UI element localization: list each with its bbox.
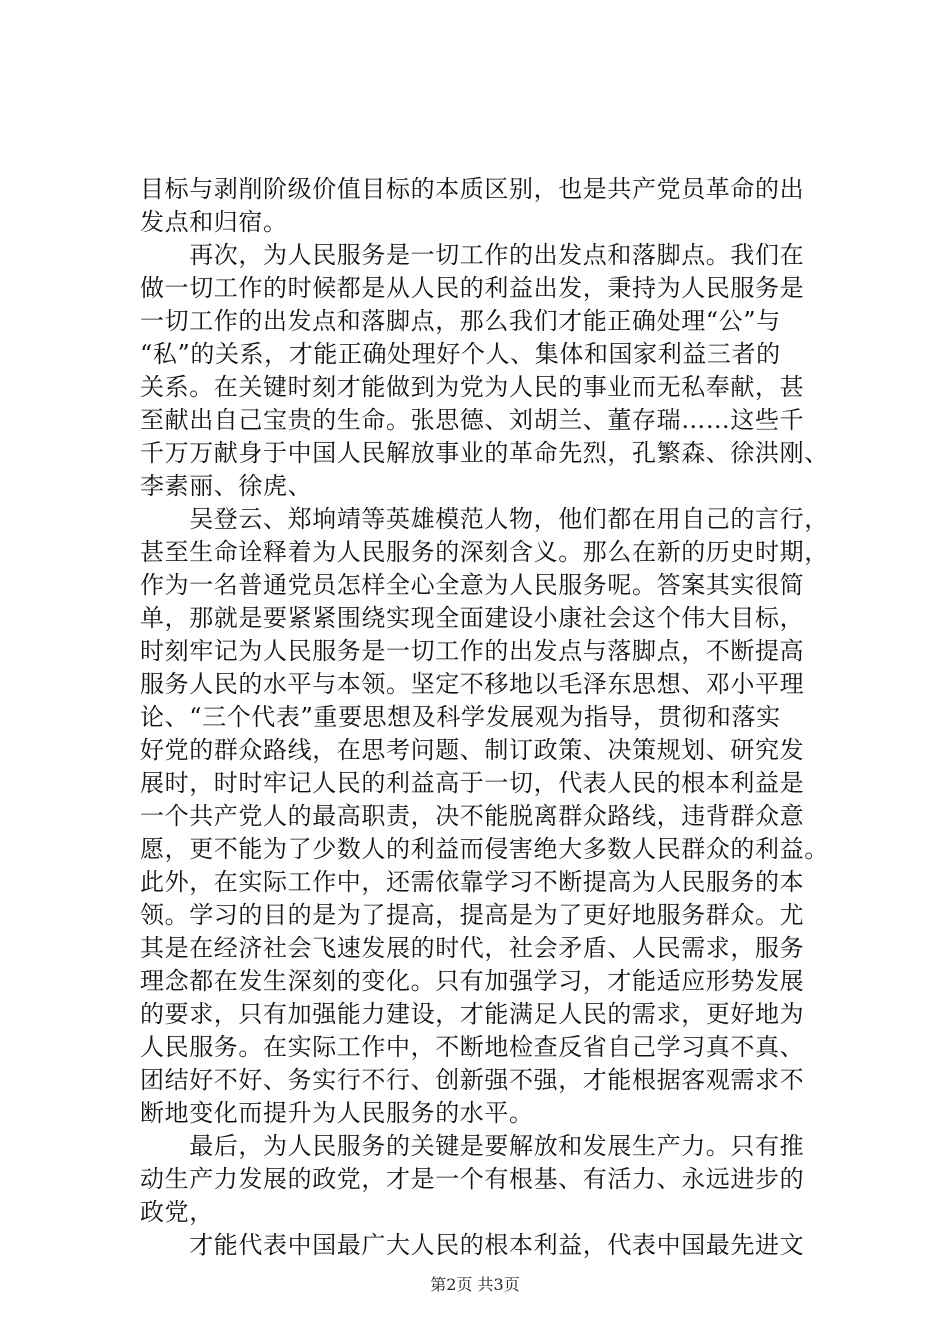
text-line: 理念都在发生深刻的变化。只有加强学习，才能适应形势发展 — [140, 967, 805, 995]
page-footer: 第2页 共3页 — [430, 1275, 520, 1294]
text-line: 政党， — [140, 1198, 214, 1226]
text-line: 目标与剥削阶级价值目标的本质区别，也是共产党员革命的出 — [140, 175, 805, 203]
text-line: 再次，为人民服务是一切工作的出发点和落脚点。我们在 — [140, 241, 805, 269]
text-line: 时刻牢记为人民服务是一切工作的出发点与落脚点，不断提高 — [140, 637, 805, 665]
text-line: 一个共产党人的最高职责，决不能脱离群众路线，违背群众意 — [140, 802, 805, 830]
text-line: 至献出自己宝贵的生命。张思德、刘胡兰、董存瑞……这些千 — [140, 406, 805, 434]
text-line: 动生产力发展的政党，才是一个有根基、有活力、永远进步的 — [140, 1165, 805, 1193]
text-line: 单，那就是要紧紧围绕实现全面建设小康社会这个伟大目标， — [140, 604, 805, 632]
text-line: 人民服务。在实际工作中，不断地检查反省自己学习真不真、 — [140, 1033, 805, 1061]
text-line: 领。学习的目的是为了提高，提高是为了更好地服务群众。尤 — [140, 901, 805, 929]
text-line: 才能代表中国最广大人民的根本利益，代表中国最先进文 — [140, 1231, 805, 1259]
text-line: 断地变化而提升为人民服务的水平。 — [140, 1099, 534, 1127]
text-line: 论、“三个代表”重要思想及科学发展观为指导，贯彻和落实 — [140, 703, 781, 731]
text-line: 一切工作的出发点和落脚点，那么我们才能正确处理“公”与 — [140, 307, 781, 335]
text-line: 关系。在关键时刻才能做到为党为人民的事业而无私奉献，甚 — [140, 373, 805, 401]
text-line: 愿，更不能为了少数人的利益而侵害绝大多数人民群众的利益。 — [140, 835, 829, 863]
text-line: 的要求，只有加强能力建设，才能满足人民的需求，更好地为 — [140, 1000, 805, 1028]
text-line: 展时，时时牢记人民的利益高于一切，代表人民的根本利益是 — [140, 769, 805, 797]
document-body — [140, 173, 840, 1262]
text-line: 其是在经济社会飞速发展的时代，社会矛盾、人民需求，服务 — [140, 934, 805, 962]
text-line: 千万万献身于中国人民解放事业的革命先烈，孔繁森、徐洪刚、 — [140, 439, 829, 467]
text-line: 好党的群众路线，在思考问题、制订政策、决策规划、研究发 — [140, 736, 805, 764]
text-line: 做一切工作的时候都是从人民的利益出发，秉持为人民服务是 — [140, 274, 805, 302]
text-line: “私”的关系，才能正确处理好个人、集体和国家利益三者的 — [140, 340, 781, 368]
text-line: 最后，为人民服务的关键是要解放和发展生产力。只有推 — [140, 1132, 805, 1160]
text-line: 服务人民的水平与本领。坚定不移地以毛泽东思想、邓小平理 — [140, 670, 805, 698]
text-line: 此外，在实际工作中，还需依靠学习不断提高为人民服务的本 — [140, 868, 805, 896]
text-line: 团结好不好、务实行不行、创新强不强，才能根据客观需求不 — [140, 1066, 805, 1094]
text-line: 发点和归宿。 — [140, 208, 288, 236]
text-line: 吴登云、郑垧靖等英雄模范人物，他们都在用自己的言行， — [140, 505, 829, 533]
text-line: 李素丽、徐虎、 — [140, 472, 313, 500]
text-line: 作为一名普通党员怎样全心全意为人民服务呢。答案其实很简 — [140, 571, 805, 599]
text-line: 甚至生命诠释着为人民服务的深刻含义。那么在新的历史时期， — [140, 538, 829, 566]
